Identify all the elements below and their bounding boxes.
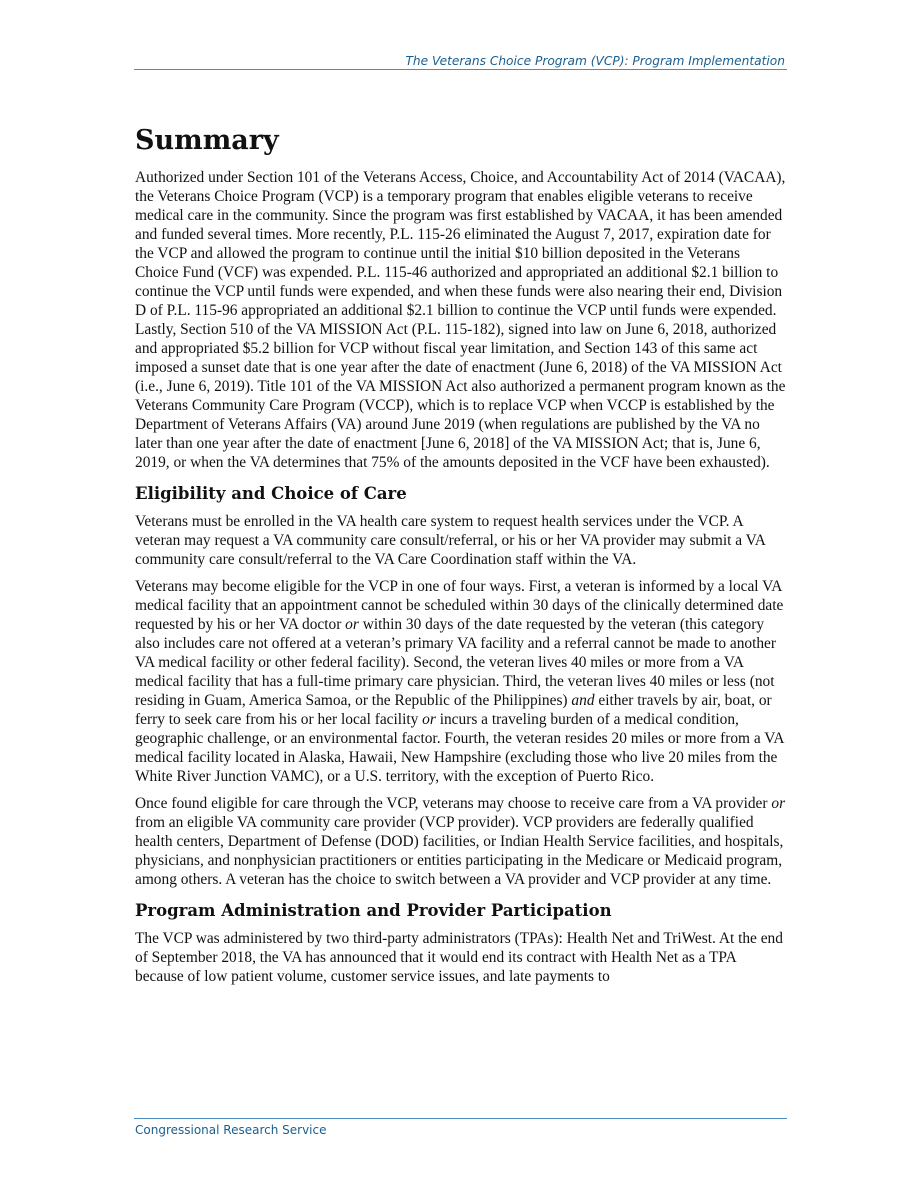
paragraph [135,794,787,889]
footer-divider [134,1118,787,1119]
emphasis: and [571,692,595,709]
text-run: Veterans may become eligible for the VCP in one of four ways. First, a veteran is informed by a local VA medical facility that an appointment cannot be scheduled within 30 days of the clinically determined date requested by his or her VA doctor [135,578,784,633]
paragraph: The VCP was administered by two third-party administrators (TPAs): Health Net and TriWest. At the end of September 2018, the VA has announced that it would end its contract with Health Net as a TPA because of low patient volume, customer service issues, and late payments to [135,930,783,985]
text-run: from an eligible VA community care provider (VCP provider). VCP providers are federally qualified health centers, Department of Defense (DOD) facilities, or Indian Health Service facilities, and hospitals, physicians, and nonphysician practitioners or entities participating in the Medicare or Medicaid program, among others. A veteran has the choice to switch between a VA provider and VCP provider at any time. [135,814,784,888]
header-divider [134,69,787,70]
running-header: The Veterans Choice Program (VCP): Program Implementation [405,54,785,68]
emphasis: or [422,711,436,728]
text-run: incurs a traveling burden of a medical condition, geographic challenge, or an environmental factor. Fourth, the veteran resides 20 miles or more from a VA medical facility located in Alaska, Hawaii, New Hampshire (excluding those who live 20 miles from the White River Junction VAMC), or a U.S. territory, with the exception of Puerto Rico. [135,711,784,785]
intro-paragraph: Authorized under Section 101 of the Veterans Access, Choice, and Accountability Act of 2014 (VACAA), the Veterans Choice Program (VCP) is a temporary program that enables eligible veterans to receive medical care in the community. Since the program was first established by VACAA, it has been amended and funded several times. More recently, P.L. 115-26 eliminated the August 7, 2017, expiration date for the VCP and allowed the program to continue until the initial $10 billion deposited in the Veterans Choice Fund (VCF) was expended. P.L. 115-46 authorized and appropriated an additional $2.1 billion to continue the VCP until funds were expended, and when these funds were also nearing their end, Division D of P.L. 115-96 appropriated an additional $2.1 billion to continue the VCP until funds were expended. Lastly, Section 510 of the VA MISSION Act (P.L. 115-182), signed into law on June 6, 2018, authorized and appropriated $5.2 billion for VCP without fiscal year limitation, and Section 143 of this same act imposed a sunset date that is one year after the date of enactment (June 6, 2018) of the VA MISSION Act (i.e., June 6, 2019). Title 101 of the VA MISSION Act also authorized a permanent program known as the Veterans Community Care Program (VCCP), which is to replace VCP when VCCP is established by the Department of Veterans Affairs (VA) around June 2019 (when regulations are published by the VA no later than one year after the date of enactment [June 6, 2018] of the VA MISSION Act; that is, June 6, 2019, or when the VA determines that 75% of the amounts deposited in the VCF have been exhausted). [135,169,786,471]
text-run: Once found eligible for care through the VCP, veterans may choose to receive care from a VA provider [135,795,772,812]
paragraph: Veterans must be enrolled in the VA health care system to request health services under the VCP. A veteran may request a VA community care consult/referral, or his or her VA provider may submit a VA community care consult/referral to the VA Care Coordination staff within the VA. [135,513,766,568]
section-heading-administration: Program Administration and Provider Participation [135,901,612,920]
document-body [135,122,787,994]
paragraph [135,577,787,786]
text-run: within 30 days of the date requested by the veteran (this category also includes care not offered at a veteran’s primary VA facility and a referral cannot be made to another VA medical facility or other federal facility). Second, the veteran lives 40 miles or more from a VA medical facility that has a full-time primary care physician. Third, the veteran lives 40 miles or less (not residing in Guam, America Samoa, or the Republic of the Philippines) [135,616,777,709]
emphasis: or [771,795,786,812]
page-title: Summary [135,125,279,156]
footer-source: Congressional Research Service [135,1123,327,1137]
section-heading-eligibility: Eligibility and Choice of Care [135,484,407,503]
text-run: either travels by air, boat, or ferry to seek care from his or her local facility [135,692,772,728]
emphasis: or [345,616,359,633]
